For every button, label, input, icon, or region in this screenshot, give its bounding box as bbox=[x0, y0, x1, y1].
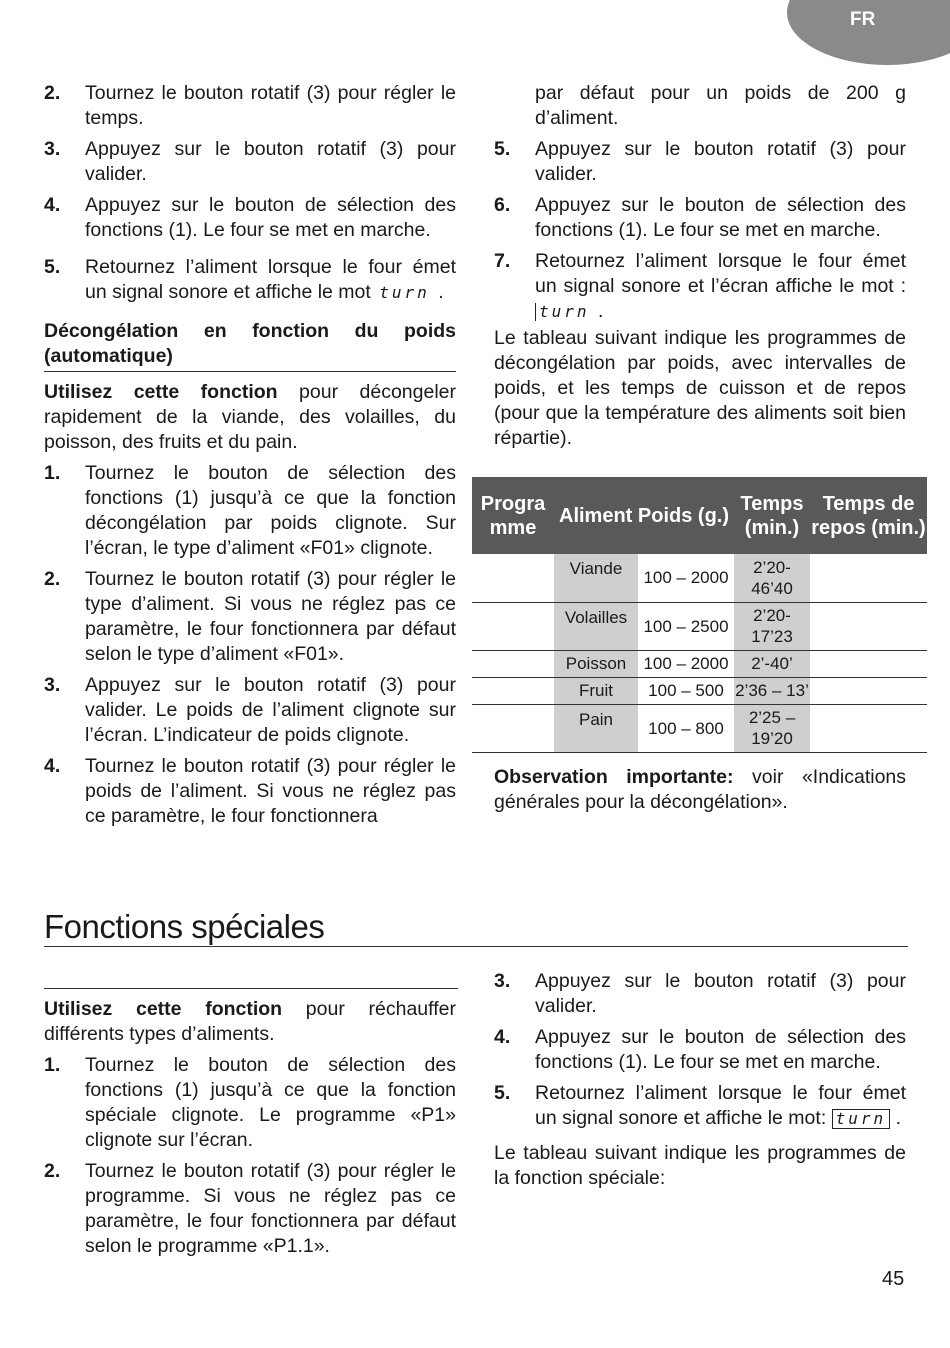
lcd-display-icon: turn bbox=[535, 303, 593, 321]
list-item: 2. Tournez le bouton rotatif (3) pour régler le programme. Si vous ne réglez pas ce paramètre, le four fonctionnera par défaut selon le programme «P1.1». bbox=[44, 1160, 456, 1257]
table-row: Pain 100 – 800 2’25 – 19’20 bbox=[472, 704, 927, 752]
list-item: 3. Appuyez sur le bouton rotatif (3) pour valider. bbox=[44, 138, 456, 185]
list-item: 2. Tournez le bouton rotatif (3) pour régler le type d’aliment. Si vous ne réglez pas ce paramètre, le four fonctionnera par défaut selon le type d’aliment «F01». bbox=[44, 568, 456, 665]
section-title: Fonctions spéciales bbox=[44, 908, 325, 945]
list-item: 6. Appuyez sur le bouton de sélection des fonctions (1). Le four se met en marche. bbox=[494, 194, 906, 241]
language-label: FR bbox=[850, 9, 876, 30]
col-header-programme: Progra mme bbox=[472, 477, 554, 554]
table-row: Volailles 100 – 2500 2’20- 17’23 bbox=[472, 602, 927, 650]
table-row: Poisson 100 – 2000 2’-40’ bbox=[472, 650, 927, 677]
list-item-turn: 5. Retournez l’aliment lorsque le four émet un signal sonore et affiche le mot: turn . bbox=[494, 1082, 906, 1129]
col-header-repos: Temps de repos (min.) bbox=[810, 477, 927, 554]
right-column-bottom bbox=[494, 969, 906, 1197]
defrost-table bbox=[472, 477, 927, 753]
important-note: Observation importante: voir «Indications générales pour la décongélation». bbox=[494, 766, 907, 813]
continued-text: par défaut pour un poids de 200 g d’aliment. bbox=[535, 82, 906, 129]
intro-paragraph: Utilisez cette fonction pour décongeler rapidement de la viande, des volailles, du poisson, des fruits et du pain. bbox=[44, 381, 456, 453]
table-header-row bbox=[472, 477, 927, 554]
lcd-display-icon: turn bbox=[379, 282, 430, 302]
intro-paragraph: Utilisez cette fonction pour réchauffer différents types d’aliments. bbox=[44, 998, 456, 1045]
list-item: 4. Tournez le bouton rotatif (3) pour régler le poids de l’aliment. Si vous ne réglez pas ce paramètre, le four fonctionnera bbox=[44, 755, 456, 827]
list-item: 2. Tournez le bouton rotatif (3) pour régler le temps. bbox=[44, 82, 456, 129]
list-item: 1. Tournez le bouton de sélection des fonctions (1) jusqu’à ce que la fonction décongélation par poids clignote. Sur l’écran, le type d’aliment «F01» clignote. bbox=[44, 462, 456, 559]
list-item: 4. Appuyez sur le bouton de sélection des fonctions (1). Le four se met en marche. bbox=[494, 1026, 906, 1073]
list-item: 4. Appuyez sur le bouton de sélection des fonctions (1). Le four se met en marche. bbox=[44, 194, 456, 241]
table-intro-paragraph: Le tableau suivant indique les programmes de décongélation par poids, avec intervalles de poids, et les temps de cuisson et de repos (pour que la température des aliments soit bien répartie). bbox=[494, 327, 906, 449]
section-title-rule bbox=[44, 946, 908, 947]
table-intro-paragraph: Le tableau suivant indique les programmes de la fonction spéciale: bbox=[494, 1142, 906, 1189]
list-item-turn: 5. Retournez l’aliment lorsque le four émet un signal sonore et affiche le mot turn . bbox=[44, 256, 456, 303]
col-header-aliment-poids: Aliment Poids (g.) bbox=[554, 477, 734, 554]
section-heading: Décongélation en fonction du poids (automatique) bbox=[44, 319, 456, 372]
left-column-bottom bbox=[44, 997, 456, 1265]
list-item: 5. Appuyez sur le bouton rotatif (3) pour valider. bbox=[494, 138, 906, 185]
page-number: 45 bbox=[882, 1268, 905, 1290]
table-row: Fruit 100 – 500 2’36 – 13’ bbox=[472, 677, 927, 704]
left-column-top bbox=[44, 81, 456, 835]
list-item-turn: 7. Retournez l’aliment lorsque le four émet un signal sonore et l’écran affiche le mot : turn . bbox=[494, 250, 906, 322]
list-item: 3. Appuyez sur le bouton rotatif (3) pour valider. Le poids de l’aliment clignote sur l’écran. L’indicateur de poids clignote. bbox=[44, 674, 456, 746]
language-tab bbox=[787, 0, 950, 65]
list-item: 3. Appuyez sur le bouton rotatif (3) pour valider. bbox=[494, 970, 906, 1017]
col-header-temps: Temps (min.) bbox=[734, 477, 810, 554]
list-item: 1. Tournez le bouton de sélection des fonctions (1) jusqu’à ce que la fonction spéciale clignote. Le programme «P1» clignote sur l’écran. bbox=[44, 1054, 456, 1151]
table-row: Viande 100 – 2000 2’20- 46’40 bbox=[472, 554, 927, 602]
lcd-display-icon: turn bbox=[832, 1109, 891, 1129]
right-column-top bbox=[494, 81, 906, 457]
column-rule bbox=[44, 988, 458, 989]
